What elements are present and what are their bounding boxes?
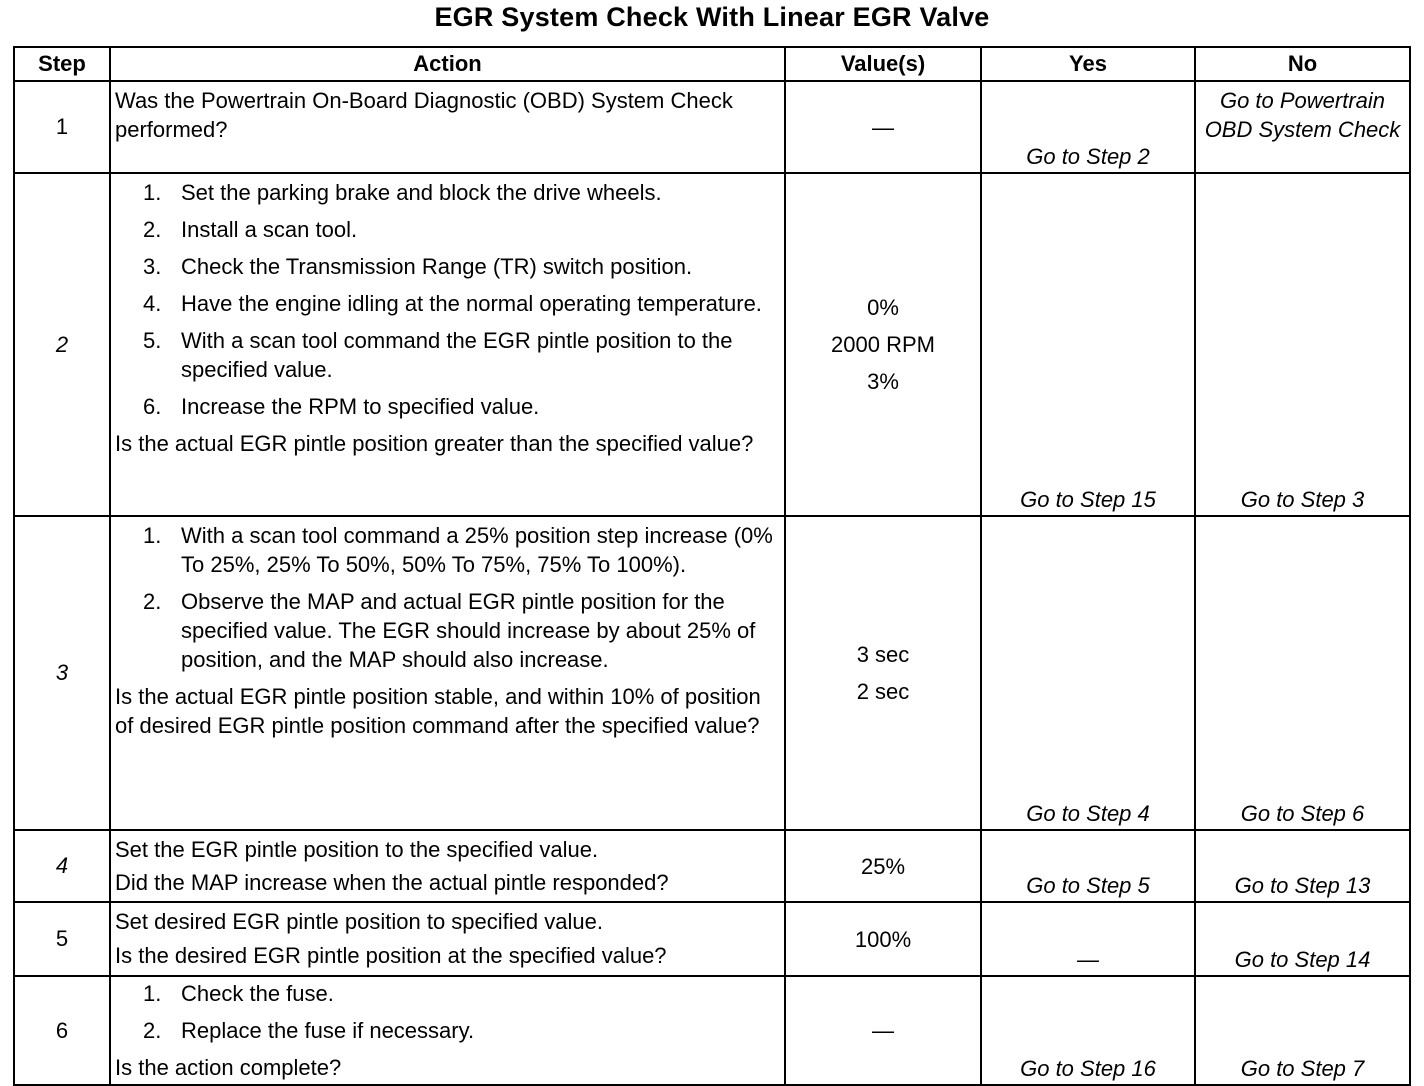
action-steps-list [115,979,780,1045]
action-question: Did the MAP increase when the actual pintle responded? [115,870,669,895]
no-link[interactable]: Go to Step 7 [1240,1056,1365,1081]
values-cell [785,81,981,173]
list-item: 3. Check the Transmission Range (TR) switch position. [143,254,693,279]
list-item: 1. Check the fuse. [143,981,334,1006]
yes-cell [981,902,1195,976]
action-question: Is the action complete? [115,1055,342,1080]
action-cell [110,830,785,902]
value-item: 3 sec [856,642,910,667]
action-question: Is the actual EGR pintle position stable, and within 10% of position of desired EGR pintle position command after the specified value? [115,684,761,738]
header-action: Action [110,47,785,81]
action-steps-list [115,178,780,421]
list-item: 1. With a scan tool command a 25% position step increase (0% To 25%, 25% To 50%, 50% To 75%, 75% To 100%). [143,523,773,577]
no-cell [1195,81,1410,173]
no-cell [1195,830,1410,902]
header-values: Value(s) [785,47,981,81]
yes-link[interactable]: Go to Step 15 [1020,487,1156,512]
action-cell [110,81,785,173]
list-item: 5. With a scan tool command the EGR pintle position to the specified value. [143,328,733,382]
no-cell [1195,173,1410,516]
step-number: 5 [14,902,110,976]
values-cell [785,516,981,830]
value-item: 100% [854,926,912,952]
value-item: — [872,1018,894,1043]
action-cell [110,516,785,830]
no-link[interactable]: Go to Step 14 [1234,947,1371,972]
yes-cell [981,173,1195,516]
action-question: Is the actual EGR pintle position greater than the specified value? [115,431,754,456]
header-yes: Yes [981,47,1195,81]
table-row-step-6 [14,976,1410,1085]
yes-link[interactable]: Go to Step 2 [1026,144,1150,169]
yes-cell [981,976,1195,1085]
values-cell [785,830,981,902]
value-item: 0% [867,295,899,320]
no-link[interactable]: Go to Step 13 [1234,873,1371,898]
action-instruction: Set desired EGR pintle position to specified value. [115,909,603,934]
action-steps-list [115,521,780,674]
step-number: 4 [14,830,110,902]
action-question: Was the Powertrain On-Board Diagnostic (OBD) System Check performed? [115,88,733,142]
no-cell [1195,976,1410,1085]
no-link-target: Powertrain OBD System Check [1204,88,1401,142]
values-cell [785,976,981,1085]
egr-check-table [13,46,1411,1086]
yes-link: — [1077,947,1099,972]
table-row-step-5 [14,902,1410,976]
list-item: 2. Install a scan tool. [143,217,358,242]
no-cell [1195,516,1410,830]
yes-cell [981,81,1195,173]
step-number: 2 [14,173,110,516]
value-item: — [872,114,894,140]
header-no: No [1195,47,1410,81]
table-row-step-4 [14,830,1410,902]
table-row-step-1 [14,81,1410,173]
action-cell [110,902,785,976]
yes-link[interactable]: Go to Step 5 [1026,873,1150,898]
list-item: 2. Replace the fuse if necessary. [143,1018,475,1043]
action-cell [110,173,785,516]
value-item: 3% [867,369,899,394]
yes-link[interactable]: Go to Step 16 [1020,1056,1156,1081]
step-number: 1 [14,81,110,173]
value-item: 2000 RPM [831,332,935,357]
no-link[interactable]: Go to Step 3 [1240,487,1365,512]
list-item: 6. Increase the RPM to specified value. [143,394,540,419]
yes-link[interactable]: Go to Step 4 [1026,801,1150,826]
step-number: 6 [14,976,110,1085]
list-item: 1. Set the parking brake and block the drive wheels. [143,180,662,205]
list-item: 2. Observe the MAP and actual EGR pintle position for the specified value. The EGR should increase by about 25% of position, and the MAP should also increase. [143,589,756,672]
header-step: Step [14,47,110,81]
values-cell [785,173,981,516]
yes-cell [981,516,1195,830]
table-row-step-2 [14,173,1410,516]
action-cell [110,976,785,1085]
action-instruction: Set the EGR pintle position to the specified value. [115,837,599,862]
list-item: 4. Have the engine idling at the normal operating temperature. [143,291,762,316]
values-cell [785,902,981,976]
no-link[interactable] [1205,88,1401,142]
value-item: 2 sec [856,679,910,704]
yes-cell [981,830,1195,902]
step-number: 3 [14,516,110,830]
value-item: 25% [860,853,906,879]
action-question: Is the desired EGR pintle position at the specified value? [115,943,667,968]
header-row [14,47,1410,81]
page-title: EGR System Check With Linear EGR Valve [434,2,990,32]
table-row-step-3 [14,516,1410,830]
no-link-prefix: Go to [1219,88,1280,113]
no-link[interactable]: Go to Step 6 [1240,801,1365,826]
no-cell [1195,902,1410,976]
